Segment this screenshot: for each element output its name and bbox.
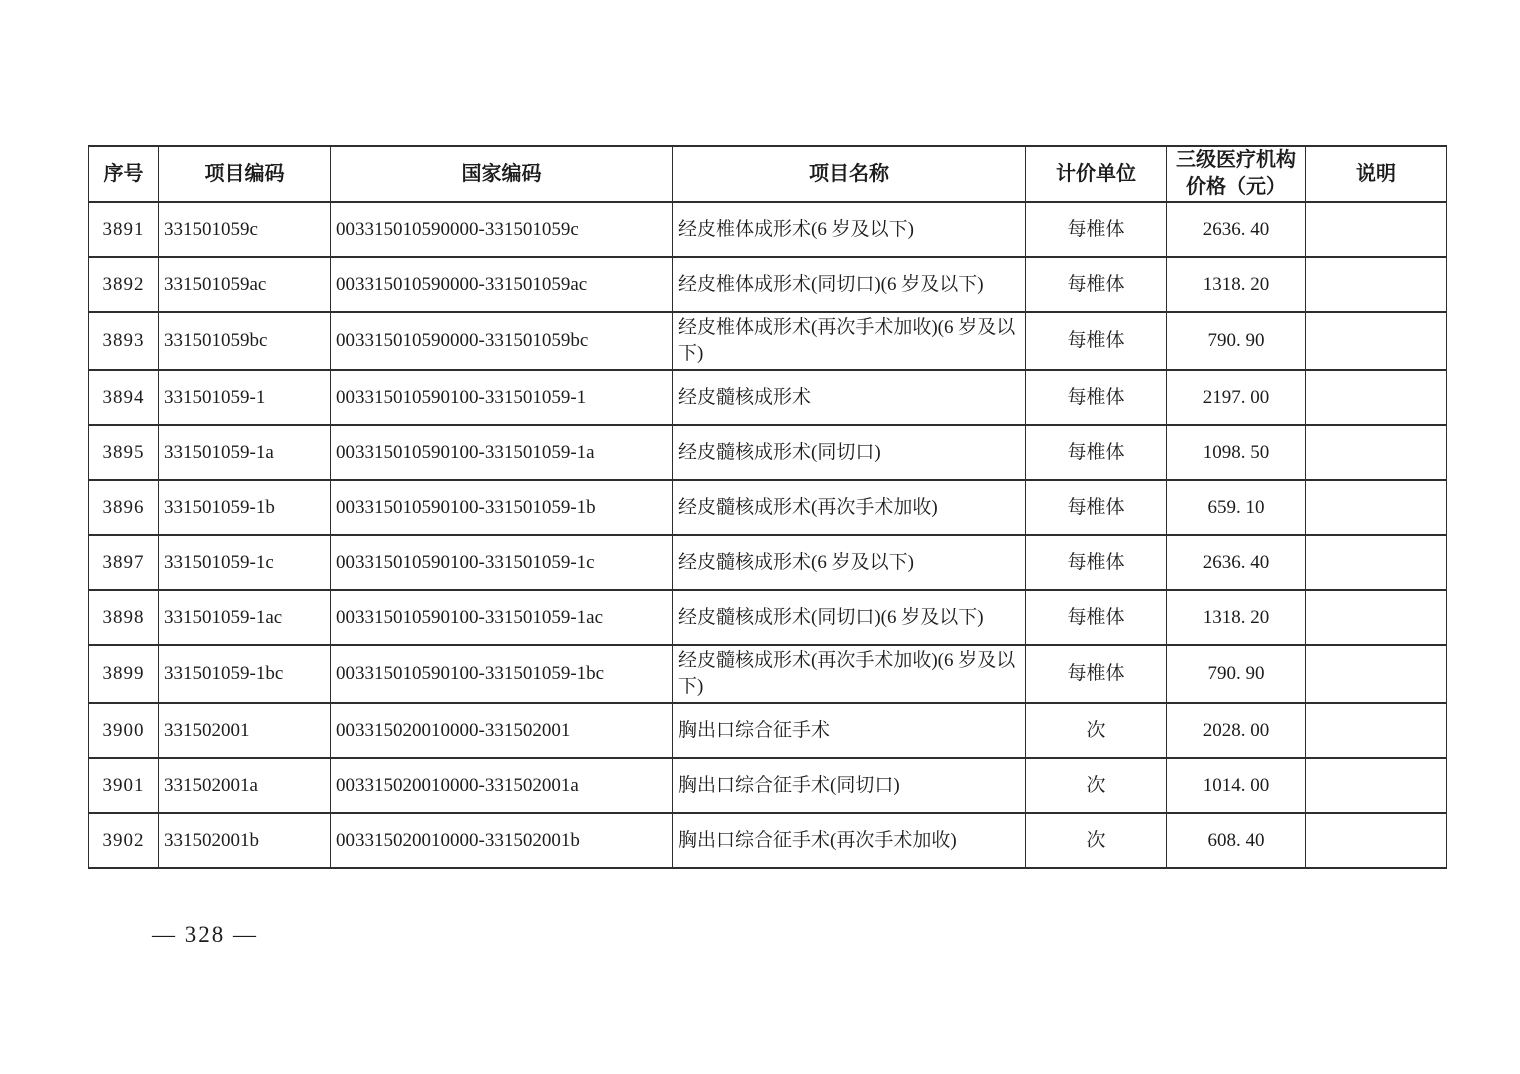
item-code-cell: 331501059-1 <box>159 370 331 425</box>
table-row <box>89 480 1447 535</box>
national-code-cell: 003315010590100-331501059-1bc <box>331 645 673 703</box>
seq-cell: 3897 <box>89 535 159 590</box>
item-name-cell: 经皮髓核成形术(6 岁及以下) <box>673 535 1026 590</box>
item-code-cell: 331501059bc <box>159 312 331 370</box>
col-header-seq: 序号 <box>89 146 159 202</box>
unit-cell: 次 <box>1026 813 1167 868</box>
item-name-cell: 经皮髓核成形术(同切口) <box>673 425 1026 480</box>
item-code-cell: 331501059c <box>159 202 331 257</box>
table-row <box>89 202 1447 257</box>
price-cell: 1318. 20 <box>1167 590 1306 645</box>
price-cell: 659. 10 <box>1167 480 1306 535</box>
table-row <box>89 645 1447 703</box>
item-code-cell: 331501059-1ac <box>159 590 331 645</box>
seq-cell: 3894 <box>89 370 159 425</box>
national-code-cell: 003315010590100-331501059-1c <box>331 535 673 590</box>
item-code-cell: 331501059-1bc <box>159 645 331 703</box>
price-cell: 1098. 50 <box>1167 425 1306 480</box>
price-cell: 2197. 00 <box>1167 370 1306 425</box>
seq-cell: 3891 <box>89 202 159 257</box>
col-header-item-code: 项目编码 <box>159 146 331 202</box>
price-cell: 2636. 40 <box>1167 535 1306 590</box>
table-row <box>89 703 1447 758</box>
page-number: — 328 — <box>152 922 258 947</box>
item-code-cell: 331501059ac <box>159 257 331 312</box>
table-row <box>89 590 1447 645</box>
note-cell <box>1306 312 1447 370</box>
note-cell <box>1306 370 1447 425</box>
price-cell: 608. 40 <box>1167 813 1306 868</box>
col-header-unit: 计价单位 <box>1026 146 1167 202</box>
medical-price-table <box>88 145 1447 869</box>
price-cell: 790. 90 <box>1167 645 1306 703</box>
table-row <box>89 312 1447 370</box>
item-name-cell: 经皮髓核成形术(再次手术加收)(6 岁及以下) <box>673 645 1026 703</box>
seq-cell: 3898 <box>89 590 159 645</box>
table-row <box>89 813 1447 868</box>
table-row <box>89 425 1447 480</box>
item-name-cell: 胸出口综合征手术(同切口) <box>673 758 1026 813</box>
national-code-cell: 003315010590100-331501059-1b <box>331 480 673 535</box>
price-header-line1: 三级医疗机构 <box>1176 149 1296 171</box>
col-header-name: 项目名称 <box>673 146 1026 202</box>
table-row <box>89 370 1447 425</box>
seq-cell: 3896 <box>89 480 159 535</box>
note-cell <box>1306 480 1447 535</box>
unit-cell: 每椎体 <box>1026 645 1167 703</box>
table-body <box>89 202 1447 868</box>
col-header-price <box>1167 146 1306 202</box>
price-cell: 1014. 00 <box>1167 758 1306 813</box>
price-cell: 790. 90 <box>1167 312 1306 370</box>
price-cell: 1318. 20 <box>1167 257 1306 312</box>
national-code-cell: 003315020010000-331502001b <box>331 813 673 868</box>
seq-cell: 3900 <box>89 703 159 758</box>
seq-cell: 3892 <box>89 257 159 312</box>
price-cell: 2028. 00 <box>1167 703 1306 758</box>
note-cell <box>1306 813 1447 868</box>
price-header-line2: 价格（元） <box>1186 176 1286 198</box>
national-code-cell: 003315010590000-331501059bc <box>331 312 673 370</box>
seq-cell: 3899 <box>89 645 159 703</box>
col-header-note: 说明 <box>1306 146 1447 202</box>
note-cell <box>1306 645 1447 703</box>
header-row <box>89 146 1447 202</box>
table-row <box>89 257 1447 312</box>
note-cell <box>1306 535 1447 590</box>
item-code-cell: 331502001 <box>159 703 331 758</box>
unit-cell: 每椎体 <box>1026 535 1167 590</box>
item-name-cell: 经皮髓核成形术 <box>673 370 1026 425</box>
item-name-cell: 经皮髓核成形术(再次手术加收) <box>673 480 1026 535</box>
national-code-cell: 003315020010000-331502001a <box>331 758 673 813</box>
item-name-cell: 经皮椎体成形术(再次手术加收)(6 岁及以下) <box>673 312 1026 370</box>
seq-cell: 3902 <box>89 813 159 868</box>
table-row <box>89 535 1447 590</box>
national-code-cell: 003315010590000-331501059ac <box>331 257 673 312</box>
item-name-cell: 胸出口综合征手术 <box>673 703 1026 758</box>
seq-cell: 3901 <box>89 758 159 813</box>
unit-cell: 每椎体 <box>1026 257 1167 312</box>
item-name-cell: 经皮椎体成形术(同切口)(6 岁及以下) <box>673 257 1026 312</box>
unit-cell: 每椎体 <box>1026 312 1167 370</box>
national-code-cell: 003315010590100-331501059-1ac <box>331 590 673 645</box>
national-code-cell: 003315010590100-331501059-1a <box>331 425 673 480</box>
unit-cell: 次 <box>1026 703 1167 758</box>
note-cell <box>1306 703 1447 758</box>
item-code-cell: 331501059-1c <box>159 535 331 590</box>
col-header-national-code: 国家编码 <box>331 146 673 202</box>
table-row <box>89 758 1447 813</box>
unit-cell: 每椎体 <box>1026 202 1167 257</box>
national-code-cell: 003315010590100-331501059-1 <box>331 370 673 425</box>
note-cell <box>1306 202 1447 257</box>
unit-cell: 每椎体 <box>1026 480 1167 535</box>
national-code-cell: 003315020010000-331502001 <box>331 703 673 758</box>
seq-cell: 3893 <box>89 312 159 370</box>
price-cell: 2636. 40 <box>1167 202 1306 257</box>
item-code-cell: 331501059-1a <box>159 425 331 480</box>
national-code-cell: 003315010590000-331501059c <box>331 202 673 257</box>
seq-cell: 3895 <box>89 425 159 480</box>
item-name-cell: 经皮椎体成形术(6 岁及以下) <box>673 202 1026 257</box>
note-cell <box>1306 590 1447 645</box>
item-name-cell: 经皮髓核成形术(同切口)(6 岁及以下) <box>673 590 1026 645</box>
note-cell <box>1306 425 1447 480</box>
item-code-cell: 331502001b <box>159 813 331 868</box>
unit-cell: 次 <box>1026 758 1167 813</box>
unit-cell: 每椎体 <box>1026 425 1167 480</box>
item-code-cell: 331501059-1b <box>159 480 331 535</box>
unit-cell: 每椎体 <box>1026 590 1167 645</box>
unit-cell: 每椎体 <box>1026 370 1167 425</box>
item-code-cell: 331502001a <box>159 758 331 813</box>
item-name-cell: 胸出口综合征手术(再次手术加收) <box>673 813 1026 868</box>
note-cell <box>1306 257 1447 312</box>
note-cell <box>1306 758 1447 813</box>
